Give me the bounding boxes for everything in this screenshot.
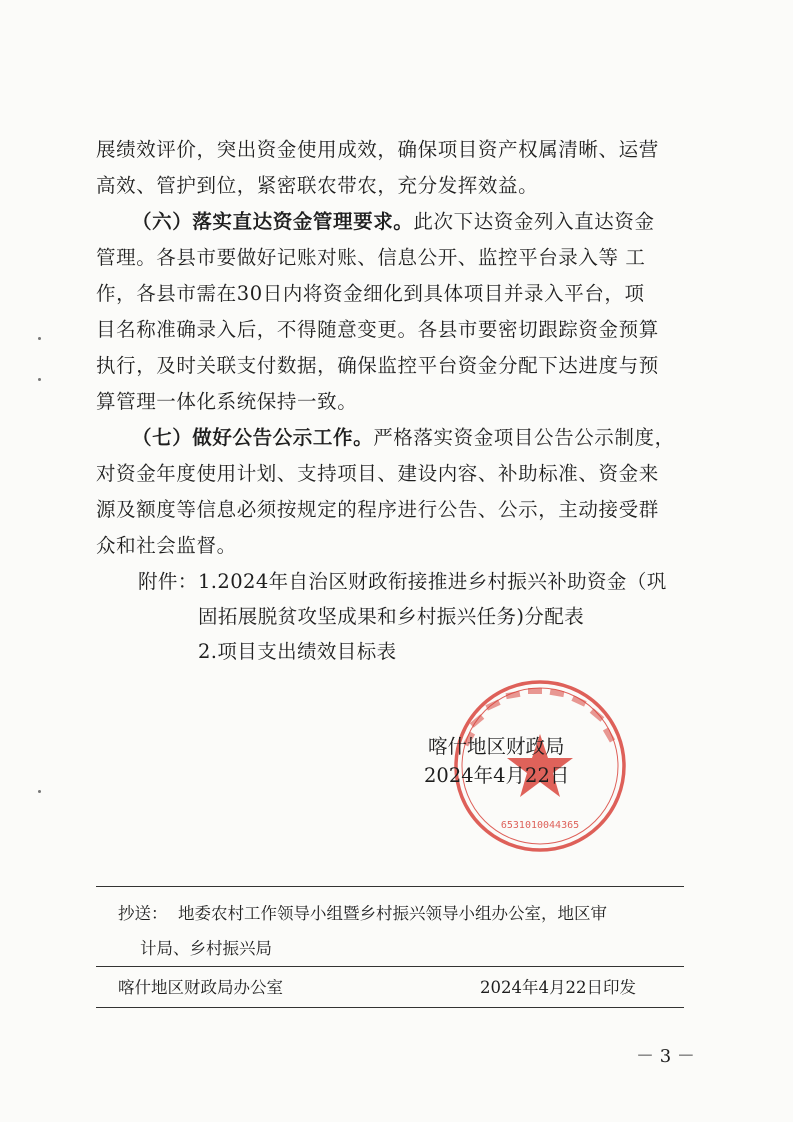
- section-six-heading: （六）落实直达资金管理要求。: [132, 210, 414, 233]
- body-line: 众和社会监督。: [96, 534, 237, 557]
- section-seven-first-line: [132, 426, 696, 450]
- margin-mark: [38, 790, 41, 793]
- print-date: 2024年4月22日印发: [480, 978, 636, 997]
- issuer-name: 喀什地区财政局: [428, 735, 565, 758]
- body-line: 源及额度等信息必须按规定的程序进行公告、公示，主动接受群: [96, 498, 659, 521]
- issuing-office: 喀什地区财政局办公室: [118, 978, 283, 997]
- cc-recipients: 地委农村工作领导小组暨乡村振兴领导小组办公室，地区审: [178, 904, 607, 923]
- body-line: 展绩效评价，突出资金使用成效，确保项目资产权属清晰、运营: [96, 138, 659, 161]
- section-seven-heading: （七）做好公告公示工作。: [132, 426, 374, 449]
- seal-code: 6531010044365: [500, 820, 580, 831]
- footer-top-rule: [96, 886, 684, 887]
- body-line: 算管理一体化系统保持一致。: [96, 390, 358, 413]
- margin-mark: [38, 337, 41, 340]
- body-line: 执行，及时关联支付数据，确保监控平台资金分配下达进度与预: [96, 354, 659, 377]
- cc-label: 抄送：: [118, 904, 168, 923]
- attachment-item-2: 2.项目支出绩效目标表: [198, 640, 397, 663]
- footer-bottom-rule: [96, 1007, 684, 1008]
- body-line: 高效、管护到位，紧密联农带农，充分发挥效益。: [96, 174, 539, 197]
- attachment-item-1-cont: 固拓展脱贫攻坚成果和乡村振兴任务)分配表: [198, 605, 585, 628]
- section-seven-text: 严格落实资金项目公告公示制度，: [373, 426, 675, 449]
- footer-middle-rule: [96, 966, 684, 967]
- page-number: － 3 －: [636, 1046, 695, 1067]
- section-six-text: 此次下达资金列入直达资金: [413, 210, 655, 233]
- attachment-item-1: 1.2024年自治区财政衔接推进乡村振兴补助资金（巩: [198, 570, 667, 593]
- cc-recipients-cont: 计局、乡村振兴局: [140, 939, 272, 958]
- body-line: 作，各县市需在30日内将资金细化到具体项目并录入平台，项: [96, 282, 645, 305]
- body-line: 目名称准确录入后，不得随意变更。各县市要密切跟踪资金预算: [96, 318, 659, 341]
- body-line: 管理。各县市要做好记账对账、信息公开、监控平台录入等 工: [96, 246, 646, 269]
- issue-date: 2024年4月22日: [424, 764, 570, 787]
- body-line: 对资金年度使用计划、支持项目、建设内容、补助标准、资金来: [96, 462, 659, 485]
- section-six-first-line: [132, 210, 696, 234]
- margin-mark: [38, 378, 41, 381]
- attachments-label: 附件：: [138, 570, 198, 593]
